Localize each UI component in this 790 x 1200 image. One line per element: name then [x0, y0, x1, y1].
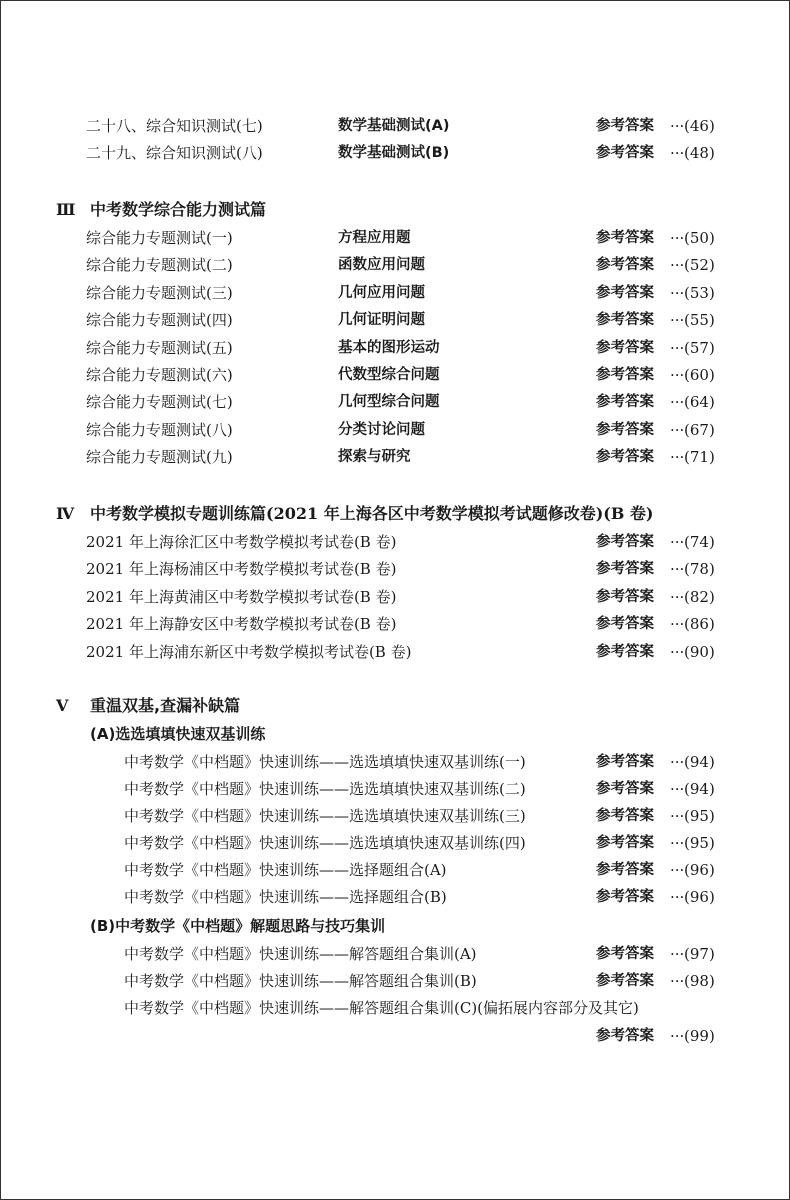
answer-label: 参考答案	[596, 118, 654, 134]
entry-topic: 数学基础测试(B)	[338, 145, 450, 161]
toc-entry	[0, 750, 790, 774]
entry-title: 2021 年上海静安区中考数学模拟考试卷(B 卷)	[86, 615, 397, 634]
page-number: (46)	[684, 117, 715, 135]
leader-dots: ···	[670, 753, 685, 771]
answer-label: 参考答案	[596, 394, 654, 411]
entry-title: 中考数学《中档题》快速训练——选择题组合(B)	[124, 888, 447, 906]
toc-entry	[0, 969, 790, 993]
answer-label: 参考答案	[596, 588, 654, 605]
toc-entry	[0, 281, 790, 305]
toc-entry	[0, 114, 790, 138]
page-number: (60)	[684, 366, 715, 384]
leader-dots: ···	[670, 642, 685, 661]
entry-title: 综合能力专题测试(三)	[86, 283, 233, 302]
section-number: Ⅲ	[56, 200, 76, 219]
answer-label: 参考答案	[596, 1028, 654, 1044]
leader-dots: ···	[670, 311, 685, 330]
entry-topic: 几何型综合问题	[338, 394, 440, 411]
entry-title: 2021 年上海浦东新区中考数学模拟考试卷(B 卷)	[86, 642, 412, 661]
entry-title: 二十九、综合知识测试(八)	[86, 144, 263, 162]
answer-label: 参考答案	[596, 889, 654, 905]
section-number: Ⅳ	[56, 504, 75, 523]
leader-dots: ···	[670, 229, 685, 247]
toc-entry	[0, 640, 790, 664]
entry-title: 中考数学《中档题》快速训练——选选填填快速双基训练(三)	[124, 807, 526, 825]
entry-title: 中考数学《中档题》快速训练——解答题组合集训(B)	[124, 972, 477, 990]
page-number: (98)	[684, 972, 715, 990]
toc-entry	[0, 777, 790, 801]
entry-topic: 函数应用问题	[338, 257, 425, 274]
subsection-title: (B)中考数学《中档题》解题思路与技巧集训	[90, 917, 386, 935]
answer-label: 参考答案	[596, 946, 654, 962]
page-number: (64)	[684, 393, 715, 412]
toc-entry	[0, 996, 790, 1020]
section-title: 重温双基,查漏补缺篇	[90, 696, 241, 715]
entry-title: 二十八、综合知识测试(七)	[86, 117, 263, 135]
leader-dots: ···	[670, 615, 685, 634]
entry-topic: 探索与研究	[338, 449, 411, 466]
toc-entry	[0, 585, 790, 609]
page-number: (52)	[684, 256, 715, 275]
section-title: 中考数学综合能力测试篇	[90, 200, 267, 219]
leader-dots: ···	[670, 533, 685, 551]
answer-label: 参考答案	[596, 367, 654, 383]
toc-entry	[0, 390, 790, 414]
entry-topic: 代数型综合问题	[338, 367, 440, 383]
section-number: V	[56, 696, 69, 715]
page-number: (67)	[684, 420, 715, 439]
toc-entry	[0, 831, 790, 855]
toc-entry	[0, 253, 790, 277]
page-number: (48)	[684, 144, 715, 162]
toc-entry	[0, 804, 790, 828]
toc-entry	[0, 858, 790, 882]
entry-title: 综合能力专题测试(五)	[86, 338, 233, 357]
entry-title: 综合能力专题测试(六)	[86, 366, 233, 384]
answer-label: 参考答案	[596, 312, 654, 329]
leader-dots: ···	[670, 587, 685, 606]
answer-label: 参考答案	[596, 145, 654, 161]
leader-dots: ···	[670, 448, 685, 467]
entry-title: 中考数学《中档题》快速训练——选选填填快速双基训练(四)	[124, 834, 526, 852]
page-number: (95)	[684, 834, 715, 852]
section-heading	[0, 502, 790, 526]
toc-entry	[0, 530, 790, 554]
entry-topic: 方程应用题	[338, 230, 411, 246]
entry-title: 2021 年上海徐汇区中考数学模拟考试卷(B 卷)	[86, 533, 397, 551]
subsection-heading	[0, 722, 790, 746]
answer-label: 参考答案	[596, 534, 654, 550]
page-number: (55)	[684, 311, 715, 330]
page-number: (57)	[684, 338, 715, 357]
toc-entry	[0, 942, 790, 966]
answer-label: 参考答案	[596, 862, 654, 878]
answer-label: 参考答案	[596, 339, 654, 356]
toc-entry	[0, 336, 790, 360]
leader-dots: ···	[670, 780, 685, 798]
answer-label: 参考答案	[596, 754, 654, 770]
leader-dots: ···	[670, 420, 685, 439]
answer-label: 参考答案	[596, 230, 654, 246]
leader-dots: ···	[670, 393, 685, 412]
page-number: (96)	[684, 861, 715, 879]
entry-topic: 几何应用问题	[338, 284, 425, 301]
answer-label: 参考答案	[596, 808, 654, 824]
answer-label: 参考答案	[596, 257, 654, 274]
entry-title: 中考数学《中档题》快速训练——选选填填快速双基训练(一)	[124, 753, 526, 771]
page-number: (78)	[684, 560, 715, 579]
leader-dots: ···	[670, 366, 685, 384]
section-title-note: (2021 年上海各区中考数学模拟考试题修改卷)(B 卷)	[266, 504, 654, 523]
section-heading	[0, 198, 790, 222]
page-number: (50)	[684, 229, 715, 247]
entry-title: 中考数学《中档题》快速训练——解答题组合集训(A)	[124, 945, 477, 963]
toc-entry	[0, 226, 790, 250]
entry-title: 综合能力专题测试(九)	[86, 448, 233, 467]
leader-dots: ···	[670, 1027, 685, 1045]
toc-entry	[0, 418, 790, 442]
entry-topic: 基本的图形运动	[338, 339, 440, 356]
answer-label: 参考答案	[596, 421, 654, 438]
page-number: (71)	[684, 448, 715, 467]
page-number: (94)	[684, 753, 715, 771]
page-number: (96)	[684, 888, 715, 906]
leader-dots: ···	[670, 338, 685, 357]
section-title	[90, 502, 654, 526]
page-number: (90)	[684, 642, 715, 661]
leader-dots: ···	[670, 861, 685, 879]
leader-dots: ···	[670, 117, 685, 135]
answer-label: 参考答案	[596, 835, 654, 851]
page-number: (86)	[684, 615, 715, 634]
page-number: (53)	[684, 283, 715, 302]
page-number: (94)	[684, 780, 715, 798]
toc-entry-continued	[0, 1024, 790, 1048]
leader-dots: ···	[670, 972, 685, 990]
answer-label: 参考答案	[596, 973, 654, 989]
toc-entry	[0, 612, 790, 636]
toc-entry	[0, 557, 790, 581]
entry-title: 综合能力专题测试(四)	[86, 311, 233, 330]
page-number: (95)	[684, 807, 715, 825]
leader-dots: ···	[670, 283, 685, 302]
page-number: (99)	[684, 1027, 715, 1045]
leader-dots: ···	[670, 888, 685, 906]
leader-dots: ···	[670, 560, 685, 579]
entry-title: 中考数学《中档题》快速训练——解答题组合集训(C)(偏拓展内容部分及其它)	[124, 999, 639, 1017]
entry-topic: 分类讨论问题	[338, 421, 425, 438]
entry-title: 综合能力专题测试(一)	[86, 229, 233, 247]
entry-topic: 数学基础测试(A)	[338, 118, 450, 134]
answer-label: 参考答案	[596, 781, 654, 797]
section-heading	[0, 694, 790, 718]
answer-label: 参考答案	[596, 449, 654, 466]
toc-entry	[0, 308, 790, 332]
answer-label: 参考答案	[596, 616, 654, 633]
entry-title: 综合能力专题测试(八)	[86, 420, 233, 439]
page-number: (97)	[684, 945, 715, 963]
entry-title: 中考数学《中档题》快速训练——选选填填快速双基训练(二)	[124, 780, 526, 798]
leader-dots: ···	[670, 945, 685, 963]
entry-title: 中考数学《中档题》快速训练——选择题组合(A)	[124, 861, 447, 879]
section-title-main: 中考数学模拟专题训练篇	[90, 504, 267, 523]
page-number: (82)	[684, 587, 715, 606]
entry-title: 综合能力专题测试(二)	[86, 256, 233, 275]
page-number: (74)	[684, 533, 715, 551]
toc-entry	[0, 445, 790, 469]
entry-title: 2021 年上海黄浦区中考数学模拟考试卷(B 卷)	[86, 587, 397, 606]
answer-label: 参考答案	[596, 284, 654, 301]
leader-dots: ···	[670, 834, 685, 852]
subsection-title: (A)选选填填快速双基训练	[90, 725, 266, 743]
toc-entry	[0, 141, 790, 165]
entry-title: 综合能力专题测试(七)	[86, 393, 233, 412]
toc-entry	[0, 885, 790, 909]
leader-dots: ···	[670, 807, 685, 825]
entry-topic: 几何证明问题	[338, 312, 425, 329]
subsection-heading	[0, 914, 790, 938]
leader-dots: ···	[670, 144, 685, 162]
toc-entry	[0, 363, 790, 387]
leader-dots: ···	[670, 256, 685, 275]
entry-title: 2021 年上海杨浦区中考数学模拟考试卷(B 卷)	[86, 560, 397, 579]
answer-label: 参考答案	[596, 561, 654, 578]
answer-label: 参考答案	[596, 643, 654, 660]
